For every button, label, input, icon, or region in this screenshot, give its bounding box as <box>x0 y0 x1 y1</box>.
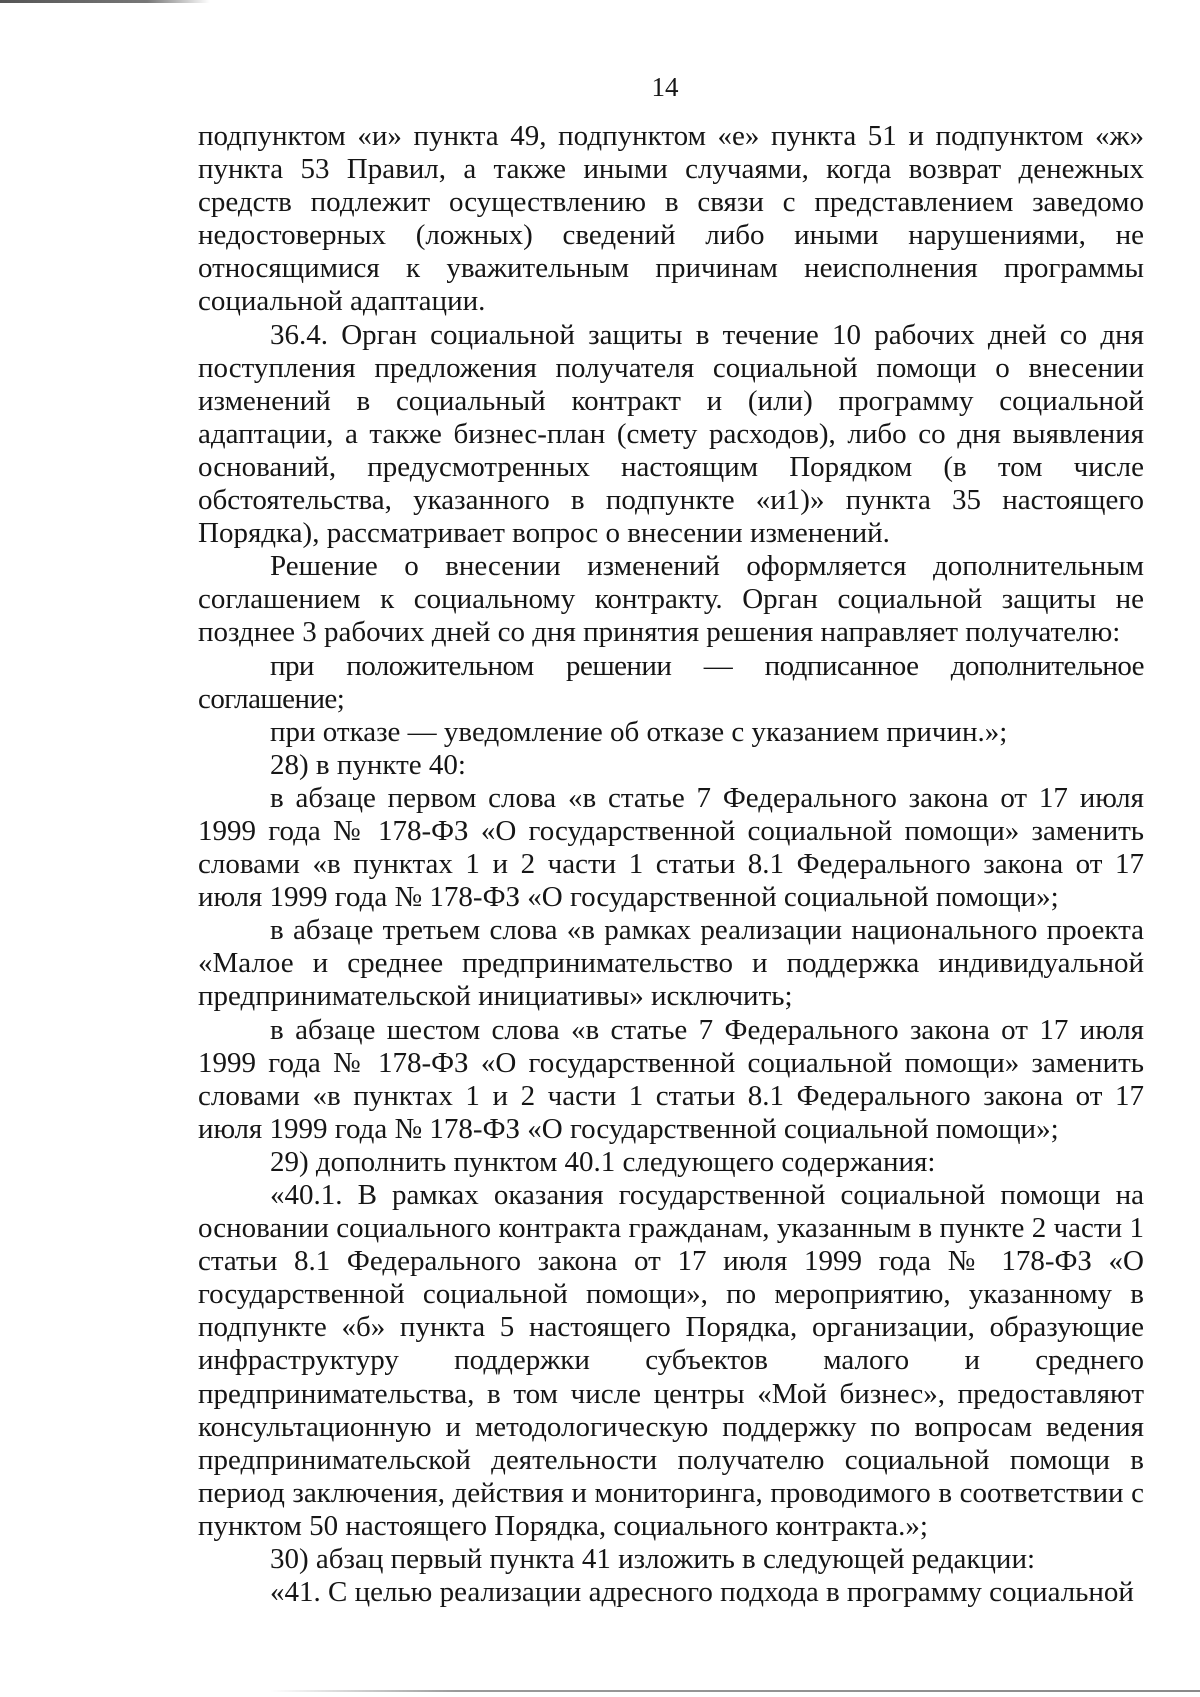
paragraph: «40.1. В рамках оказания государственной социальной помощи на основании социального контракта гражданам, указанным в пункте 2 части 1 статьи 8.1 Федерального закона от 17 июля 1999 года № 178-ФЗ «О государственной социальной помощи», по мероприятию, указанному в подпункте «б» пункта 5 настоящего Порядка, организации, образующие инфраструктуру поддержки субъектов малого и среднего предпринимательства, в том числе центры «Мой бизнес», предоставляют консультационную и методологическую поддержку по вопросам ведения предпринимательской деятельности получателю социальной помощи в период заключения, действия и мониторинга, проводимого в соответствии с пунктом 50 настоящего Порядка, социального контракта.»; <box>198 1179 1144 1542</box>
paragraph: при отказе — уведомление об отказе с указанием причин.»; <box>270 715 1008 748</box>
paragraph: 28) в пункте 40: <box>270 748 466 781</box>
paragraph: «41. С целью реализации адресного подхода в программу социальной <box>270 1576 1134 1609</box>
scan-edge-top <box>0 0 210 3</box>
paragraph: в абзаце первом слова «в статье 7 Федерального закона от 17 июля 1999 года № 178-ФЗ «О государственной социальной помощи» заменить словами «в пунктах 1 и 2 части 1 статьи 8.1 Федерального закона от 17 июля 1999 года № 178-ФЗ «О государственной социальной помощи»; <box>198 781 1144 914</box>
paragraph: 30) абзац первый пункта 41 изложить в следующей редакции: <box>270 1543 1036 1576</box>
scan-edge-bottom <box>270 1690 1200 1692</box>
page-number: 14 <box>651 72 679 102</box>
paragraph: Решение о внесении изменений оформляется дополнительным соглашением к социальному контракту. Орган социальной защиты не позднее 3 рабочих дней со дня принятия решения направляет получателю: <box>198 550 1144 649</box>
paragraph: 29) дополнить пунктом 40.1 следующего содержания: <box>270 1145 936 1178</box>
paragraph: 36.4. Орган социальной защиты в течение 10 рабочих дней со дня поступления предложения получателя социальной помощи о внесении изменений в социальный контракт и (или) программу социальной адаптации, а также бизнес-план (смету расходов), либо со дня выявления оснований, предусмотренных настоящим Порядком (в том числе обстоятельства, указанного в подпункте «и1)» пункта 35 настоящего Порядка), рассматривает вопрос о внесении изменений. <box>198 318 1144 550</box>
paragraph: при положительном решении — подписанное дополнительное соглашение; <box>198 649 1144 715</box>
document-body <box>198 120 1144 1609</box>
paragraph: подпунктом «и» пункта 49, подпунктом «е» пункта 51 и подпунктом «ж» пункта 53 Правил, а также иными случаями, когда возврат денежных средств подлежит осуществлению в связи с представлением заведомо недостоверных (ложных) сведений либо иными нарушениями, не относящимися к уважительным причинам неисполнения программы социальной адаптации. <box>198 120 1144 318</box>
paragraph: в абзаце третьем слова «в рамках реализации национального проекта «Малое и среднее предпринимательство и поддержка индивидуальной предпринимательской инициативы» исключить; <box>198 914 1144 1013</box>
paragraph: в абзаце шестом слова «в статье 7 Федерального закона от 17 июля 1999 года № 178-ФЗ «О государственной социальной помощи» заменить словами «в пунктах 1 и 2 части 1 статьи 8.1 Федерального закона от 17 июля 1999 года № 178-ФЗ «О государственной социальной помощи»; <box>198 1013 1144 1145</box>
